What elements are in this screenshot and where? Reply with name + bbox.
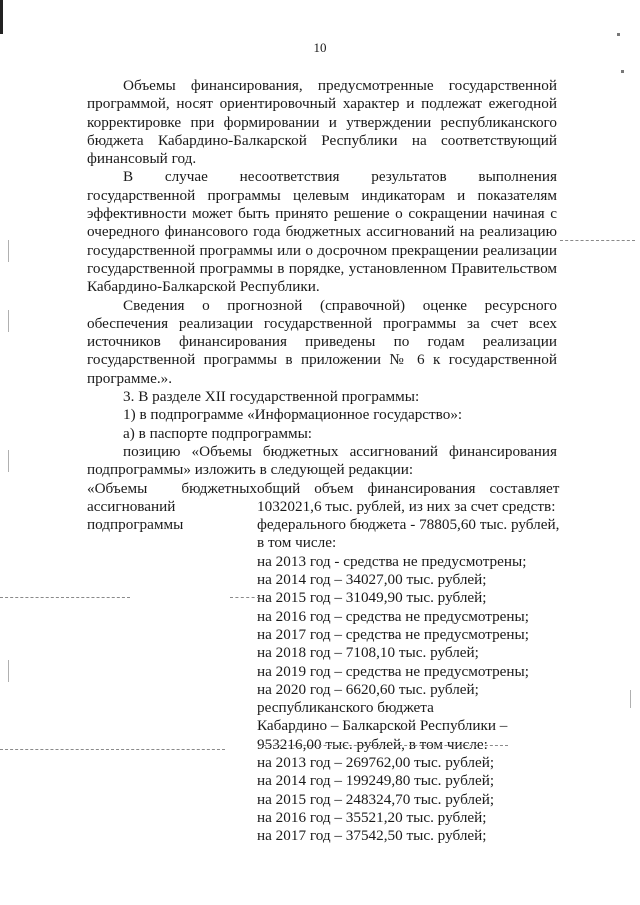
value-line: на 2016 год – 35521,20 тыс. рублей; [257, 808, 487, 826]
value-line: на 2013 год – 269762,00 тыс. рублей; [257, 753, 495, 771]
passport-table-label [87, 480, 257, 846]
scan-dash-line [230, 597, 260, 598]
value-line: на 2020 год – 6620,60 тыс. рублей; [257, 680, 479, 698]
paragraph-resource-estimate: Сведения о прогнозной (справочной) оценке ресурсного обеспечения реализации государственной программы за счет всех источников финансирования приведены по годам реализации государственной программы в приложении № 6 к государственной программе.». [87, 296, 557, 387]
scan-dash-line [0, 597, 130, 598]
value-line: общий объем финансирования составляет [257, 479, 560, 497]
passport-table-value [257, 480, 559, 846]
scan-margin-bar [0, 0, 3, 34]
label-line: ассигнований [87, 497, 176, 515]
scan-side-tick [8, 450, 9, 472]
value-line: на 2014 год – 199249,80 тыс. рублей; [257, 772, 495, 790]
scan-side-tick [8, 240, 9, 262]
value-line: Кабардино – Балкарской Республики – [257, 717, 508, 735]
label-line: подпрограммы [87, 516, 184, 534]
paragraph-financing-volumes: Объемы финансирования, предусмотренные государственной программой, носят ориентировочный характер и подлежат ежегодной корректировке при формировании и утверждении республиканского бюджета Кабардино-Балкарской Республики на соответствующий финансовый год. [87, 77, 557, 168]
value-line: на 2019 год – средства не предусмотрены; [257, 662, 529, 680]
passport-table [87, 479, 560, 846]
value-line: в том числе: [257, 534, 337, 552]
scan-speck [621, 70, 624, 73]
value-line: на 2017 год – 37542,50 тыс. рублей; [257, 827, 487, 845]
paragraph-position: позицию «Объемы бюджетных ассигнований финансирования подпрограммы» изложить в следующей редакции: [87, 442, 557, 479]
value-line: республиканского бюджета [257, 699, 434, 717]
page-number: 10 [313, 40, 327, 55]
value-line: на 2013 год - средства не предусмотрены; [257, 552, 527, 570]
value-line: на 2015 год – 31049,90 тыс. рублей; [257, 589, 487, 607]
value-line: 1032021,6 тыс. рублей, из них за счет средств: [257, 497, 556, 515]
scan-side-tick [8, 660, 9, 682]
value-line: на 2018 год – 7108,10 тыс. рублей; [257, 644, 479, 662]
scan-side-tick [8, 310, 9, 332]
value-line: на 2017 год – средства не предусмотрены; [257, 625, 529, 643]
paragraph-subprogram: 1) в подпрограмме «Информационное государство»: [123, 406, 463, 424]
label-line: «Объемы бюджетных [87, 479, 257, 497]
paragraph-passport: а) в паспорте подпрограммы: [123, 424, 312, 442]
value-line: федерального бюджета - 78805,60 тыс. рублей, [257, 516, 560, 534]
value-line: 953216,00 тыс. рублей, в том числе: [257, 735, 488, 753]
scan-speck [617, 33, 620, 36]
scan-dash-line [0, 749, 225, 750]
value-line: на 2015 год – 248324,70 тыс. рублей; [257, 790, 495, 808]
paragraph-noncompliance: В случае несоответствия результатов выполнения государственной программы целевым индикаторам и показателям эффективности может быть принято решение о сокращении начиная с очередного финансового года бюджетных ассигнований на реализацию государственной программы или о досрочном прекращении реализации государственной программы в порядке, установленном Правительством Кабардино-Балкарской Республики. [87, 168, 557, 296]
document-body [87, 77, 560, 845]
scan-side-tick [630, 690, 631, 708]
value-line: на 2016 год – средства не предусмотрены; [257, 607, 529, 625]
scan-dash-line [560, 240, 635, 241]
scan-dash-line [258, 745, 508, 746]
value-line: на 2014 год – 34027,00 тыс. рублей; [257, 571, 487, 589]
paragraph-section-xii: 3. В разделе XII государственной программы: [123, 388, 420, 406]
